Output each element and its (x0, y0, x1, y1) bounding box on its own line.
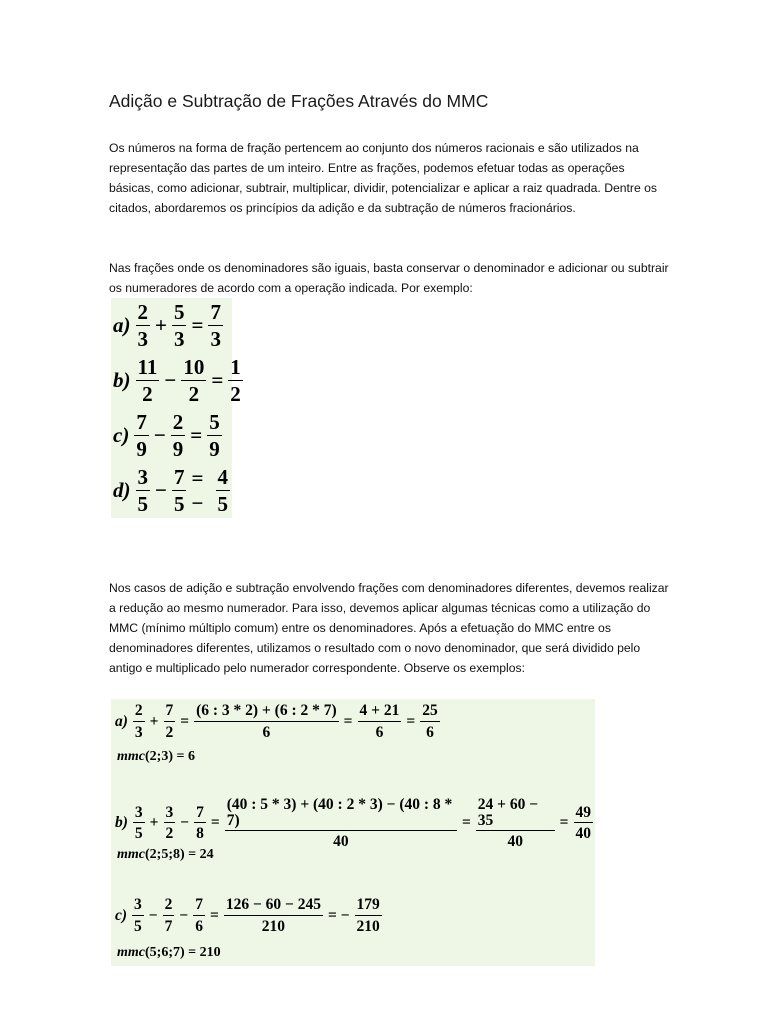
sum-fraction: $\frac{126 - 60 - 245}{210}$ (225, 896, 321, 935)
mmc-line-b: mmc(2;5;8) = 24 (117, 847, 214, 862)
same-denominators-paragraph: Nas frações onde os denominadores são iguais, basta conservar o denominador e adicionar ou subtrair os numeradores de acordo com a operação indicada. Por exemplo: (109, 261, 669, 295)
fraction: $\frac{2}{9}$ (172, 409, 184, 461)
fraction: $\frac{3}{5}$ (134, 896, 142, 935)
fraction: $\frac{7}{9}$ (136, 409, 147, 461)
fraction: $\frac{3}{5}$ (134, 803, 143, 843)
fraction: $\frac{7}{5}$ (173, 464, 185, 516)
example-a-equation: a) $\frac{2}{3}$ + $\frac{7}{2}$ = $\frac{(6 : 3 * 2) + (6 : 2 * 7)}{6}$ = $\frac{4 + 21}{6}$ = $\frac{25}{6}$ (115, 702, 438, 741)
result-fraction: $\frac{49}{40}$ (575, 803, 591, 843)
mmc-expansion-fraction: $\frac{(6 : 3 * 2) + (6 : 2 * 7)}{6}$ (196, 702, 337, 741)
result-fraction: $\frac{4}{5}$ (217, 464, 228, 516)
sum-fraction: $\frac{4 + 21}{6}$ (359, 702, 400, 741)
fraction: $\frac{2}{3}$ (134, 702, 143, 741)
fraction: $\frac{7}{8}$ (196, 803, 204, 843)
fraction: $\frac{2}{3}$ (137, 299, 148, 351)
sum-fraction: $\frac{24 + 60 - 35}{40}$ (476, 797, 555, 850)
different-denominators-paragraph: Nos casos de adição e subtração envolvendo frações com denominadores diferentes, devemos realizar a redução ao mesmo numerador. Para isso, devemos aplicar algumas técnicas como a utilização do MMC (mínimo múltiplo comum) entre os denominadores. Após a efetuação do MMC entre os denominadores diferentes, utilizamos o resultado com o novo denominador, que será dividido pelo antigo e multiplicado pelo numerador correspondente. Observe os exemplos: (109, 581, 669, 675)
example-d-equation: d) $\frac{3}{5}$ − $\frac{7}{5}$ = − $\frac{4}{5}$ (113, 464, 228, 516)
example-c-equation: c) $\frac{3}{5}$ − $\frac{2}{7}$ − $\frac{7}{6}$ = $\frac{126 - 60 - 245}{210}$ = − $\frac{179}{210}$ (115, 896, 380, 935)
mmc-line-c: mmc(5;6;7) = 210 (117, 945, 221, 960)
mmc-expansion-fraction: $\frac{(40 : 5 * 3) + (40 : 2 * 3) - (40 : 8 * 7)}{40}$ (225, 797, 457, 850)
result-fraction: $\frac{179}{210}$ (356, 896, 380, 935)
result-fraction: $\frac{25}{6}$ (422, 702, 438, 741)
example-b-equation: b) $\frac{3}{5}$ + $\frac{3}{2}$ − $\frac{7}{8}$ = $\frac{(40 : 5 * 3) + (40 : 2 * 3) - (40 : 8 * 7)}{40}$ = $\frac{24 + 60 - 35}{40}$ = $\frac{49}{40}$ (115, 796, 591, 850)
fraction: $\frac{7}{6}$ (195, 896, 203, 935)
example-b-equation: b) $\frac{11}{2}$ − $\frac{10}{2}$ = $\frac{1}{2}$ (113, 354, 241, 406)
fraction: $\frac{7}{2}$ (165, 702, 174, 741)
fraction: $\frac{10}{2}$ (183, 354, 205, 406)
result-fraction: $\frac{7}{3}$ (210, 299, 221, 351)
fraction: $\frac{11}{2}$ (137, 354, 158, 406)
page-title: Adição e Subtração de Frações Através do MMC (109, 91, 489, 111)
same-denominator-examples-figure (111, 298, 241, 518)
fraction: $\frac{3}{5}$ (137, 464, 148, 516)
result-fraction: $\frac{5}{9}$ (209, 409, 220, 461)
example-c-equation: c) $\frac{7}{9}$ − $\frac{2}{9}$ = $\frac{5}{9}$ (113, 409, 220, 461)
intro-paragraph: Os números na forma de fração pertencem ao conjunto dos números racionais e são utilizados na representação das partes de um inteiro. Entre as frações, podemos efetuar todas as operações básicas, como adicionar, subtrair, multiplicar, dividir, potencializar e aplicar a raiz quadrada. Dentre os citados, abordaremos os princípios da adição e da subtração de números fracionários. (109, 141, 658, 215)
example-a-equation: a) $\frac{2}{3}$ + $\frac{5}{3}$ = $\frac{7}{3}$ (113, 299, 221, 351)
fraction: $\frac{2}{7}$ (164, 896, 173, 935)
fraction: $\frac{5}{3}$ (173, 299, 185, 351)
mmc-line-a: mmc(2;3) = 6 (117, 749, 195, 764)
different-denominator-examples-figure (111, 699, 595, 966)
fraction: $\frac{3}{2}$ (165, 803, 174, 843)
result-fraction: $\frac{1}{2}$ (230, 354, 241, 406)
